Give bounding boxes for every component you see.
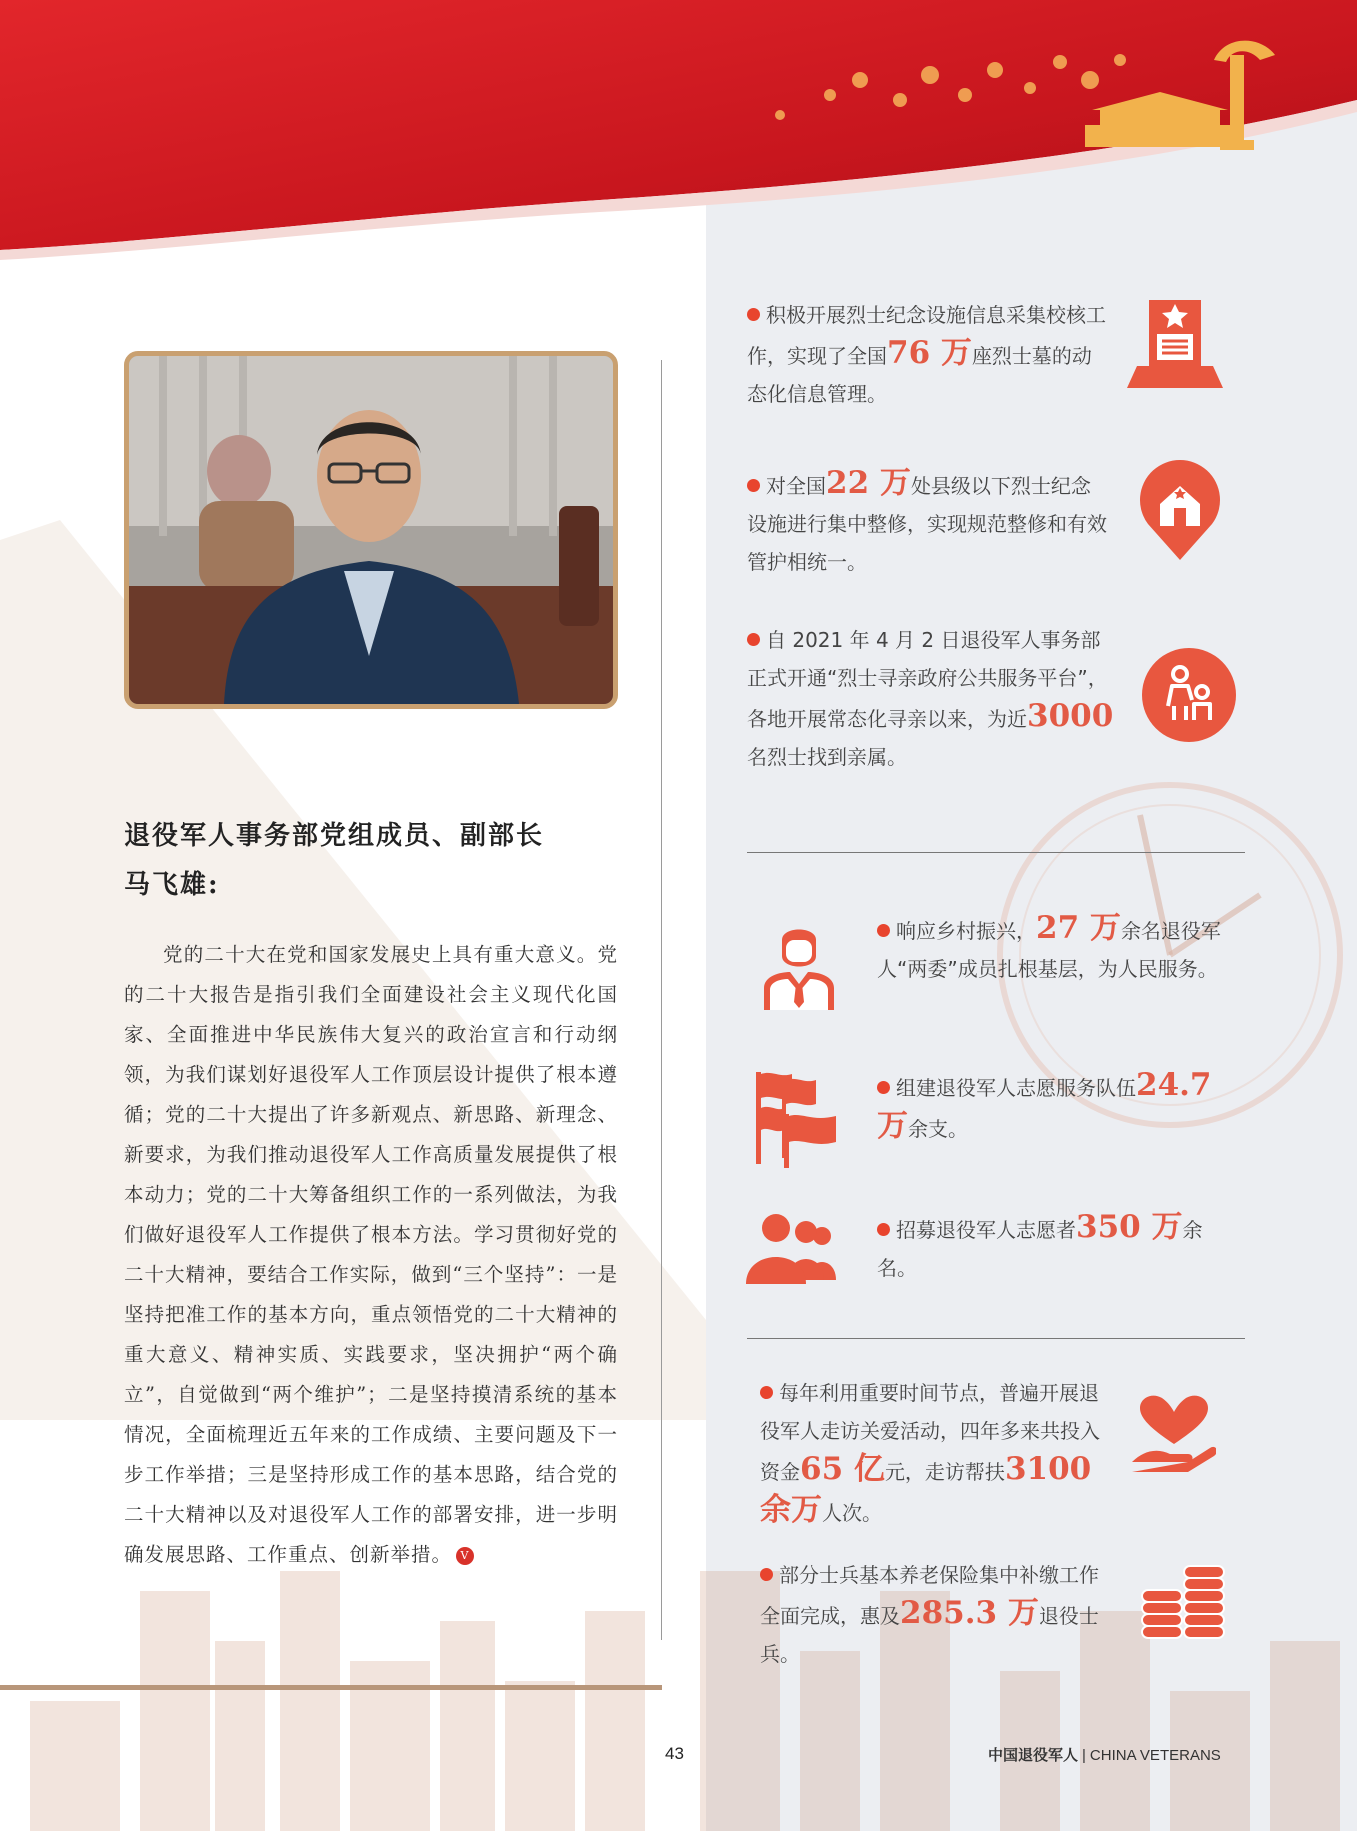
stat-item-5: 组建退役军人志愿服务队伍24.7 万余支。 xyxy=(877,1067,1212,1144)
bullet-dot xyxy=(747,308,760,321)
bullet-dot xyxy=(877,924,890,937)
memorial-icon xyxy=(1127,296,1223,392)
stat-number: 76 万 xyxy=(887,335,972,371)
magazine-brand xyxy=(988,1744,1221,1765)
brand-separator: | xyxy=(1082,1747,1086,1764)
article-body xyxy=(124,935,618,1575)
stat-item-8: 部分士兵基本养老保险集中补缴工作全面完成，惠及285.3 万退役士兵。 xyxy=(760,1563,1099,1666)
stat-number: 3000 xyxy=(1027,698,1114,734)
speaker-name: 马飞雄: xyxy=(124,870,220,900)
bullet-dot xyxy=(877,1223,890,1236)
page-number: 43 xyxy=(665,1744,684,1763)
heart-hand-icon xyxy=(1130,1392,1216,1476)
article-paragraph: 党的二十大在党和国家发展史上具有重大意义。党的二十大报告是指引我们全面建设社会主义现代化国家、全面推进中华民族伟大复兴的政治宣言和行动纲领，为我们谋划好退役军人工作顶层设计提供了根本遵循；党的二十大提出了许多新观点、新思路、新理念、新要求，为我们推动退役军人工作高质量发展提供了根本动力；党的二十大筹备组织工作的一系列做法，为我们做好退役军人工作提供了根本方法。学习贯彻好党的二十大精神，要结合工作实际，做到“三个坚持”：一是坚持把准工作的基本方向，重点领悟党的二十大精神的重大意义、精神实质、实践要求，坚决拥护“两个确立”，自觉做到“两个维护”；二是坚持摸清系统的基本情况，全面梳理近五年来的工作成绩、主要问题及下一步工作举措；三是坚持形成工作的基本思路，结合党的二十大精神以及对退役军人工作的部署安排，进一步明确发展思路、工作重点、创新举措。 xyxy=(124,943,618,1566)
bullet-dot xyxy=(747,479,760,492)
brand-en: CHINA VETERANS xyxy=(1089,1747,1221,1764)
bullet-dot xyxy=(747,633,760,646)
people-group-icon xyxy=(746,1212,846,1284)
stat-item-4: 响应乡村振兴，27 万余名退役军人“两委”成员扎根基层，为人民服务。 xyxy=(877,910,1221,981)
stat-number: 24.7 万 xyxy=(877,1067,1212,1144)
location-pin-icon xyxy=(1138,460,1222,560)
stat-number: 285.3 万 xyxy=(900,1595,1039,1631)
bullet-dot xyxy=(760,1568,773,1581)
end-mark-icon: V xyxy=(456,1547,474,1565)
stat-number: 22 万 xyxy=(826,465,911,501)
stat-item-3: 自 2021 年 4 月 2 日退役军人事务部正式开通“烈士寻亲政府公共服务平台”，各地开展常态化寻亲以来，为近3000 名烈士找到亲属。 xyxy=(747,628,1114,769)
speaker-title: 退役军人事务部党组成员、副部长 xyxy=(124,821,545,851)
speaker-heading xyxy=(124,812,644,910)
bottom-rule xyxy=(0,1685,662,1690)
coins-icon xyxy=(1140,1556,1228,1642)
stat-number: 65 亿 xyxy=(800,1451,885,1487)
section-separator xyxy=(747,852,1245,853)
portrait-photo xyxy=(124,351,618,709)
column-divider xyxy=(661,360,662,1640)
stat-number: 3100 余万 xyxy=(760,1451,1092,1528)
bullet-dot xyxy=(760,1386,773,1399)
top-banner xyxy=(0,0,1357,260)
official-icon xyxy=(760,926,838,1010)
stat-item-7: 每年利用重要时间节点，普遍开展退役军人走访关爱活动，四年多来共投入资金65 亿元，走访帮扶3100 余万人次。 xyxy=(760,1381,1100,1528)
section-separator xyxy=(747,1338,1245,1339)
flags-icon xyxy=(752,1068,840,1168)
stat-number: 350 万 xyxy=(1076,1209,1183,1245)
stat-number: 27 万 xyxy=(1036,910,1121,946)
stat-item-2: 对全国22 万处县级以下烈士纪念设施进行集中整修，实现规范整修和有效管护相统一。 xyxy=(747,465,1107,574)
brand-cn: 中国退役军人 xyxy=(988,1747,1079,1764)
stat-item-1: 积极开展烈士纪念设施信息采集校核工作，实现了全国76 万座烈士墓的动态化信息管理。 xyxy=(747,303,1106,406)
bullet-dot xyxy=(877,1081,890,1094)
family-icon xyxy=(1142,648,1236,742)
stat-item-6: 招募退役军人志愿者350 万余名。 xyxy=(877,1209,1203,1280)
